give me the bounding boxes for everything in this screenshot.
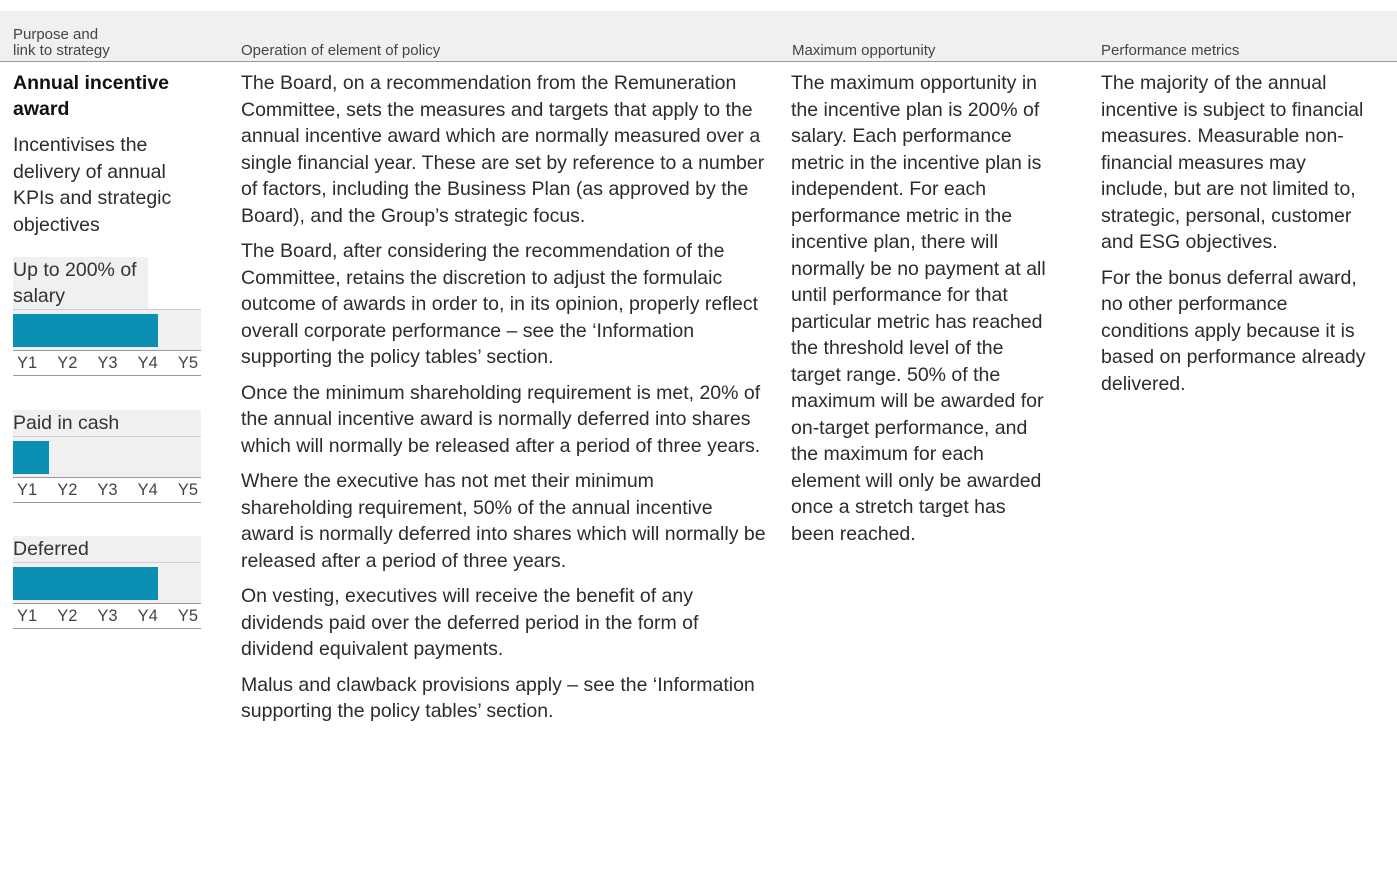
visual-paid-in-cash xyxy=(13,410,201,503)
progress-track xyxy=(13,436,201,477)
purpose-description: Incentivises the delivery of annual KPIs and strategic objectives xyxy=(13,134,172,236)
year-label: Y4 xyxy=(137,354,158,372)
operation-paragraph: The Board, on a recommendation from the Remuneration Committee, sets the measures and targets that apply to the annual incentive award which are normally measured over a single financial year. These are set by reference to a number of factors, including the Business Plan (as approved by the Board), and the Group’s strategic focus. xyxy=(241,72,765,227)
purpose-column xyxy=(13,70,208,238)
header-purpose-line2: link to strategy xyxy=(13,42,110,59)
header-performance: Performance metrics xyxy=(1101,42,1240,59)
operation-paragraph: Where the executive has not met their minimum shareholding requirement, 50% of the annual incentive award is normally deferred into shares which will normally be released after a period of three years. xyxy=(241,470,766,572)
header-purpose-line1: Purpose and xyxy=(13,26,99,43)
visual-label: Deferred xyxy=(13,536,201,562)
visual-up-to-200 xyxy=(13,257,201,376)
header-maximum: Maximum opportunity xyxy=(792,42,936,59)
maximum-paragraph: The maximum opportunity in the incentive plan is 200% of salary. Each performance metric in the incentive plan is independent. For each performance metric in the incentive plan, there will normally be no payment at all until performance for that particular metric has reached the threshold level of the target range. 50% of the maximum will be awarded for on-target performance, and the maximum for each element will only be awarded once a stretch target has been reached. xyxy=(791,72,1046,545)
visual-deferred xyxy=(13,536,201,629)
year-axis xyxy=(13,477,201,503)
performance-column xyxy=(1101,70,1376,406)
year-label: Y1 xyxy=(17,354,38,372)
visual-label: Up to 200% of salary xyxy=(13,257,148,309)
year-label: Y5 xyxy=(177,354,198,372)
year-label: Y2 xyxy=(57,481,78,499)
year-label: Y1 xyxy=(17,607,38,625)
performance-paragraph: For the bonus deferral award, no other performance conditions apply because it is based on performance already delivered. xyxy=(1101,266,1366,395)
year-axis xyxy=(13,350,201,376)
operation-paragraph: Once the minimum shareholding requirement is met, 20% of the annual incentive award is normally deferred into shares which will normally be released after a period of three years. xyxy=(241,381,761,457)
progress-bar xyxy=(13,314,158,347)
year-label: Y2 xyxy=(57,607,78,625)
year-label: Y4 xyxy=(137,607,158,625)
year-label: Y1 xyxy=(17,481,38,499)
header-operation: Operation of element of policy xyxy=(241,42,441,59)
maximum-column xyxy=(791,70,1046,556)
year-label: Y4 xyxy=(137,481,158,499)
progress-bar xyxy=(13,567,158,600)
operation-column xyxy=(241,70,766,734)
year-label: Y2 xyxy=(57,354,78,372)
operation-paragraph: On vesting, executives will receive the benefit of any dividends paid over the deferred period in the form of dividend equivalent payments. xyxy=(241,585,699,660)
year-label: Y5 xyxy=(177,481,198,499)
operation-paragraph: The Board, after considering the recommendation of the Committee, retains the discretion to adjust the formulaic outcome of awards in order to, in its opinion, properly reflect overall corporate performance – see the ‘Information supporting the policy tables’ section. xyxy=(241,240,759,368)
progress-bar xyxy=(13,441,49,474)
year-axis xyxy=(13,603,201,629)
year-label: Y3 xyxy=(97,607,118,625)
progress-track xyxy=(13,562,201,603)
progress-track xyxy=(13,309,201,350)
header-purpose xyxy=(13,27,110,59)
year-label: Y3 xyxy=(97,354,118,372)
purpose-title: Annual incentive award xyxy=(13,72,170,120)
table-header xyxy=(0,11,1397,62)
year-label: Y5 xyxy=(177,607,198,625)
year-label: Y3 xyxy=(97,481,118,499)
visual-label: Paid in cash xyxy=(13,410,201,436)
performance-paragraph: The majority of the annual incentive is subject to financial measures. Measurable non-financial measures may include, but are not limited to, strategic, personal, customer and ESG objectives. xyxy=(1101,72,1364,253)
operation-paragraph: Malus and clawback provisions apply – see the ‘Information supporting the policy tables’ section. xyxy=(241,673,755,722)
